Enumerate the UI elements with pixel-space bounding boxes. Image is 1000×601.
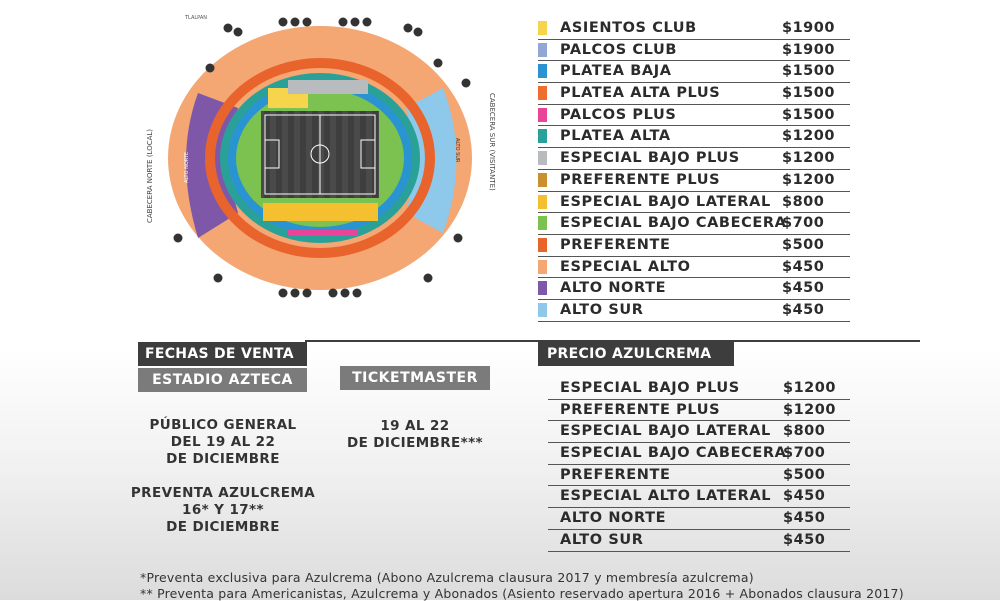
color-swatch	[538, 173, 547, 187]
price-row	[538, 213, 850, 235]
price-row-name: ALTO SUR	[560, 301, 644, 318]
publico-general-line-3: DE DICIEMBRE	[166, 451, 280, 467]
color-swatch	[538, 238, 547, 252]
color-swatch	[538, 129, 547, 143]
ticketmaster-label: TICKETMASTER	[340, 366, 490, 390]
ticketmaster-dates-line-2: DE DICIEMBRE***	[346, 435, 484, 451]
azulcrema-row	[548, 400, 850, 422]
azulcrema-row-price: $700	[783, 445, 826, 462]
price-row-name: PLATEA BAJA	[560, 63, 672, 80]
price-row	[538, 40, 850, 62]
publico-general-line-1: PÚBLICO GENERAL	[149, 417, 297, 433]
stadium-label-alto-norte: ALTO NORTE	[184, 151, 190, 183]
price-row-price: $1500	[782, 106, 835, 123]
azulcrema-row	[548, 465, 850, 487]
azulcrema-row-price: $1200	[783, 401, 836, 418]
price-row	[538, 148, 850, 170]
price-row-name: PLATEA ALTA PLUS	[560, 85, 721, 102]
price-row-price: $1200	[782, 128, 835, 145]
color-swatch	[538, 108, 547, 122]
azulcrema-row	[548, 378, 850, 400]
price-row	[538, 61, 850, 83]
azulcrema-row-price: $450	[783, 488, 826, 505]
azulcrema-row-price: $500	[783, 466, 826, 483]
footnote-1: *Preventa exclusiva para Azulcrema (Abono Azulcrema clausura 2017 y membresía azulcrema)	[140, 570, 754, 585]
price-row-price: $1200	[782, 171, 835, 188]
color-swatch	[538, 151, 547, 165]
azulcrema-row-price: $1200	[783, 380, 836, 396]
price-row-name: ALTO NORTE	[560, 280, 667, 297]
color-swatch	[538, 86, 547, 100]
azulcrema-row	[548, 486, 850, 508]
publico-general-text	[128, 417, 318, 468]
price-row-name: ESPECIAL ALTO	[560, 258, 691, 275]
ticketmaster-dates-line-1: 19 AL 22	[380, 418, 450, 434]
azulcrema-row-price: $450	[783, 510, 826, 527]
preventa-line-1: PREVENTA AZULCREMA	[130, 485, 316, 501]
price-row-price: $450	[782, 301, 825, 318]
azulcrema-row-name: ALTO SUR	[560, 531, 644, 548]
price-row	[538, 257, 850, 279]
azulcrema-row-name: ESPECIAL BAJO PLUS	[560, 380, 740, 396]
price-row	[538, 18, 850, 40]
price-row-price: $700	[782, 215, 825, 232]
fechas-venta-title: FECHAS DE VENTA	[138, 342, 307, 366]
azulcrema-row-price: $450	[783, 531, 826, 548]
preventa-line-2: 16* Y 17**	[182, 502, 264, 518]
color-swatch	[538, 260, 547, 274]
price-row-name: ESPECIAL BAJO PLUS	[560, 150, 740, 167]
price-row	[538, 83, 850, 105]
stadium-label-cabecera-sur: CABECERA SUR (VISITANTE)	[488, 93, 496, 191]
price-row	[538, 170, 850, 192]
price-row-name: PREFERENTE	[560, 236, 671, 253]
azulcrema-row	[548, 443, 850, 465]
color-swatch	[538, 43, 547, 57]
color-swatch	[538, 195, 547, 209]
estadio-azteca-label: ESTADIO AZTECA	[138, 368, 307, 392]
price-row	[538, 235, 850, 257]
publico-general-line-2: DEL 19 AL 22	[170, 434, 276, 450]
preventa-line-3: DE DICIEMBRE	[166, 519, 280, 535]
azulcrema-row	[548, 530, 850, 552]
azulcrema-row-name: PREFERENTE	[560, 466, 671, 483]
ticketmaster-dates	[330, 418, 500, 452]
color-swatch	[538, 281, 547, 295]
price-row	[538, 192, 850, 214]
price-row-price: $1500	[782, 85, 835, 102]
price-row-price: $450	[782, 280, 825, 297]
azulcrema-row-name: ESPECIAL ALTO LATERAL	[560, 488, 772, 505]
price-row-name: PLATEA ALTA	[560, 128, 671, 145]
price-row-price: $450	[782, 258, 825, 275]
price-row-name: PALCOS PLUS	[560, 106, 677, 123]
price-row	[538, 300, 850, 322]
price-row-price: $1900	[782, 20, 835, 36]
azulcrema-row-name: ESPECIAL BAJO CABECERA	[560, 445, 787, 462]
preventa-text	[128, 485, 318, 536]
stadium-label-tlalpan: TLALPAN	[185, 15, 208, 21]
precio-azulcrema-title: PRECIO AZULCREMA	[538, 342, 734, 366]
color-swatch	[538, 21, 547, 35]
azulcrema-row-name: ALTO NORTE	[560, 510, 667, 527]
azulcrema-row-price: $800	[783, 423, 826, 440]
stadium-label-alto-sur: ALTO SUR	[454, 138, 460, 163]
stadium-label-cabecera-norte: CABECERA NORTE (LOCAL)	[146, 128, 154, 223]
stadium-seating-map	[138, 8, 503, 308]
azulcrema-price-list	[548, 378, 850, 552]
price-row-price: $1900	[782, 41, 835, 58]
footnote-2: ** Preventa para Americanistas, Azulcrema y Abonados (Asiento reservado apertura 2016 + Abonados clausura 2017)	[140, 586, 904, 601]
azulcrema-row-name: ESPECIAL BAJO LATERAL	[560, 423, 771, 440]
color-swatch	[538, 303, 547, 317]
price-list	[538, 18, 850, 322]
price-row-price: $500	[782, 236, 825, 253]
color-swatch	[538, 216, 547, 230]
price-row-price: $1500	[782, 63, 835, 80]
azulcrema-row	[548, 508, 850, 530]
azulcrema-row-name: PREFERENTE PLUS	[560, 401, 721, 418]
price-row-name: PREFERENTE PLUS	[560, 171, 721, 188]
price-row-price: $1200	[782, 150, 835, 167]
price-row	[538, 105, 850, 127]
price-row	[538, 126, 850, 148]
price-row-name: ESPECIAL BAJO LATERAL	[560, 193, 771, 210]
azulcrema-row	[548, 421, 850, 443]
color-swatch	[538, 64, 547, 78]
price-row-name: ESPECIAL BAJO CABECERA	[560, 215, 787, 232]
price-row-price: $800	[782, 193, 825, 210]
price-row	[538, 278, 850, 300]
price-row-name: ASIENTOS CLUB	[560, 20, 697, 36]
price-row-name: PALCOS CLUB	[560, 41, 678, 58]
